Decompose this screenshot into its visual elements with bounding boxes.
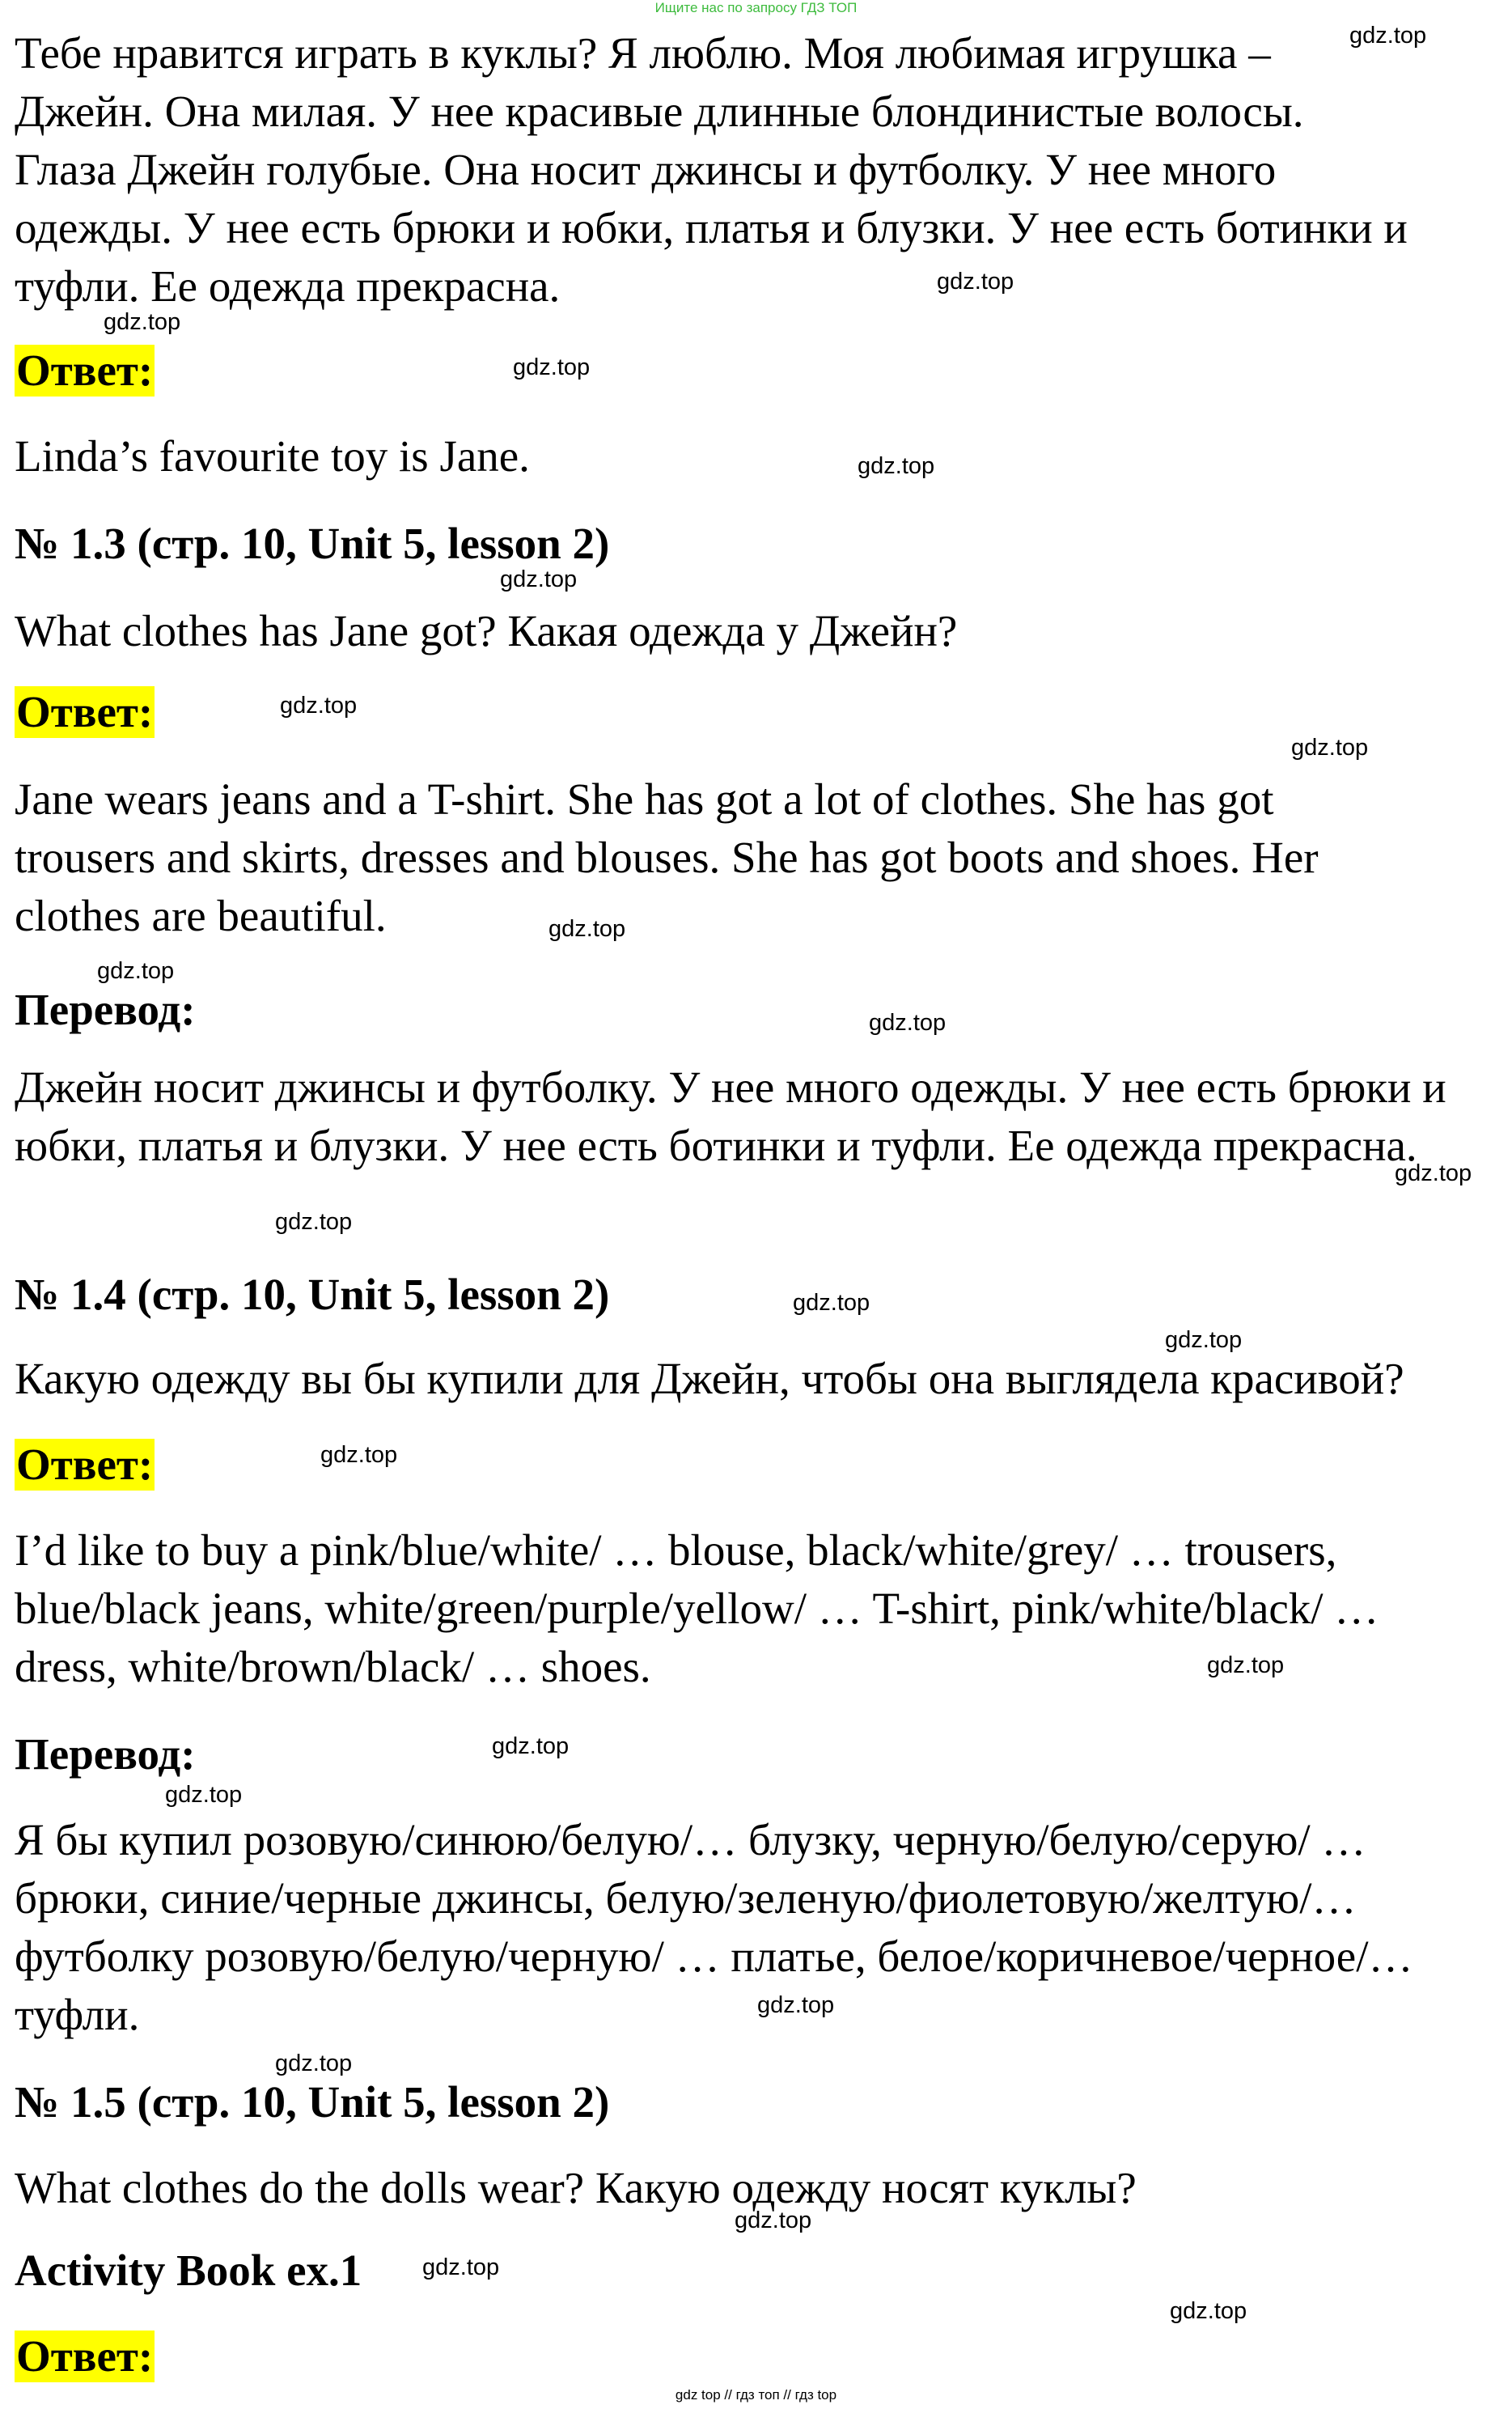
- answer-text: Linda’s favourite toy is Jane.: [15, 431, 530, 481]
- watermark: gdz.top: [104, 309, 181, 335]
- watermark: gdz.top: [1207, 1652, 1285, 1678]
- watermark: gdz.top: [1395, 1160, 1472, 1186]
- exercise-heading: № 1.4 (стр. 10, Unit 5, lesson 2): [15, 1270, 610, 1319]
- watermark: gdz.top: [1349, 23, 1427, 49]
- watermark: gdz.top: [492, 1733, 570, 1759]
- footer: gdz top // гдз топ // гдз top: [675, 2387, 837, 2403]
- answer-label: Ответ:: [16, 687, 154, 736]
- translation-text: Я бы купил розовую/синюю/белую/… блузку, черную/белую/серую/ … брюки, синие/черные джинсы, белую/зеленую/фиолетовую/желтую/… футболку розовую/белую/черную/ … платье, белое/коричневое/черное/… туфли.: [15, 1815, 1413, 2039]
- watermark: gdz.top: [869, 1010, 947, 1036]
- watermark: gdz.top: [513, 354, 591, 380]
- exercise-question: Какую одежду вы бы купили для Джейн, чтобы она выглядела красивой?: [15, 1354, 1404, 1403]
- answer-label: Ответ:: [16, 346, 154, 395]
- watermark: gdz.top: [757, 1992, 835, 2018]
- answer-text: Jane wears jeans and a T-shirt. She has got a lot of clothes. She has got trousers and skirts, dresses and blouses. She has got boots and shoes. Her clothes are beautiful.: [15, 774, 1319, 940]
- activity-book-label: Activity Book ex.1: [15, 2246, 362, 2295]
- watermark: gdz.top: [97, 958, 175, 984]
- watermark: gdz.top: [165, 1782, 243, 1808]
- top-banner: Ищите нас по запросу ГДЗ ТОП: [654, 0, 858, 15]
- translation-label: Перевод:: [15, 1729, 196, 1779]
- watermark: gdz.top: [937, 269, 1014, 295]
- watermark: gdz.top: [320, 1442, 398, 1468]
- watermark: gdz.top: [858, 453, 935, 479]
- intro-paragraph: Тебе нравится играть в куклы? Я люблю. Моя любимая игрушка – Джейн. Она милая. У нее красивые длинные блондинистые волосы. Глаза Джейн голубые. Она носит джинсы и футболку. У нее много одежды. У нее есть брюки и юбки, платья и блузки. У нее есть ботинки и туфли. Ее одежда прекрасна.: [15, 28, 1408, 311]
- exercise-heading: № 1.3 (стр. 10, Unit 5, lesson 2): [15, 519, 610, 568]
- exercise-question: What clothes has Jane got? Какая одежда у Джейн?: [15, 606, 958, 655]
- translation-text: Джейн носит джинсы и футболку. У нее много одежды. У нее есть брюки и юбки, платья и блузки. У нее есть ботинки и туфли. Ее одежда прекрасна.: [15, 1062, 1446, 1170]
- watermark: gdz.top: [735, 2208, 812, 2233]
- exercise-question: What clothes do the dolls wear? Какую одежду носят куклы?: [15, 2163, 1137, 2212]
- exercise-heading: № 1.5 (стр. 10, Unit 5, lesson 2): [15, 2077, 610, 2127]
- answer-text: I’d like to buy a pink/blue/white/ … blouse, black/white/grey/ … trousers, blue/black jeans, white/green/purple/yellow/ … T-shirt, pink/white/black/ … dress, white/brown/black/ … shoes.: [15, 1525, 1379, 1691]
- watermark: gdz.top: [793, 1290, 870, 1316]
- watermark: gdz.top: [500, 566, 578, 592]
- watermark: gdz.top: [1291, 735, 1369, 761]
- watermark: gdz.top: [1170, 2298, 1247, 2324]
- watermark: gdz.top: [1165, 1327, 1243, 1353]
- answer-label: Ответ:: [16, 2331, 154, 2381]
- answer-label: Ответ:: [16, 1440, 154, 1489]
- watermark: gdz.top: [280, 693, 358, 719]
- watermark: gdz.top: [275, 2051, 353, 2076]
- translation-label: Перевод:: [15, 985, 196, 1034]
- watermark: gdz.top: [275, 1209, 353, 1235]
- watermark: gdz.top: [548, 916, 626, 942]
- watermark: gdz.top: [422, 2254, 500, 2280]
